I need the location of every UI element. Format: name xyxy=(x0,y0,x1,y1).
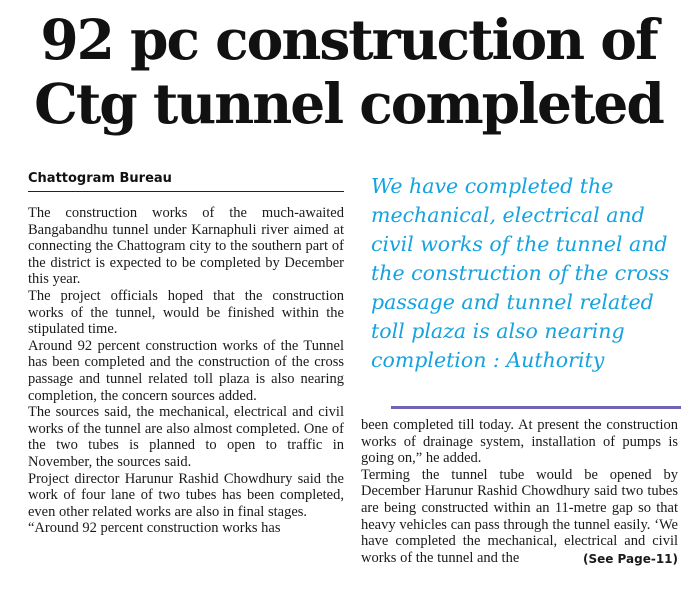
article-column-1 xyxy=(28,205,344,537)
paragraph xyxy=(361,467,678,567)
paragraph: The sources said, the mechanical, electrical and civil works of the tunnel are also almost completed. One of the two tubes is planned to open to traffic in November, the sources said. xyxy=(28,404,344,470)
paragraph: Around 92 percent construction works of the Tunnel has been completed and the construction of the cross passage and tunnel related toll plaza is also nearing completion, the concern sources added. xyxy=(28,337,344,404)
paragraph: been completed till today. At present the construction works of drainage system, installation of pumps is going on,” he added. xyxy=(361,417,678,467)
paragraph: “Around 92 percent construction works has xyxy=(28,520,281,537)
paragraph: Project director Harunur Rashid Chowdhury said the work of four lane of two tubes has been completed, even other related works are also in final stages. xyxy=(28,470,344,520)
pull-quote-divider xyxy=(391,406,681,409)
continuation-reference: (See Page-11) xyxy=(582,551,678,566)
paragraph-text: Terming the tunnel tube would be opened by December Harunur Rashid Chowdhury said two tubes are being constructed within an 11-metre gap so that heavy vehicles can pass through the tunnel easily. ‘We have completed the mechanical, electrical and civil works of the tunnel and the xyxy=(361,466,678,566)
paragraph: The project officials hoped that the construction works of the tunnel, would be finished within the stipulated time. xyxy=(28,287,344,338)
byline: Chattogram Bureau xyxy=(28,171,344,192)
headline-line-1: 92 pc construction of xyxy=(40,7,657,72)
headline xyxy=(0,8,697,136)
paragraph: The construction works of the much-awaited Bangabandhu tunnel under Karnaphuli river aimed at connecting the Chattogram city to the southern part of the district is expected to be completed by December this year. xyxy=(28,205,344,288)
headline-line-2: Ctg tunnel completed xyxy=(34,71,663,136)
pull-quote: We have completed the mechanical, electrical and civil works of the tunnel and the construction of the cross passage and tunnel related toll plaza is also nearing completion : Authority xyxy=(371,174,670,372)
article-column-2 xyxy=(361,417,678,567)
